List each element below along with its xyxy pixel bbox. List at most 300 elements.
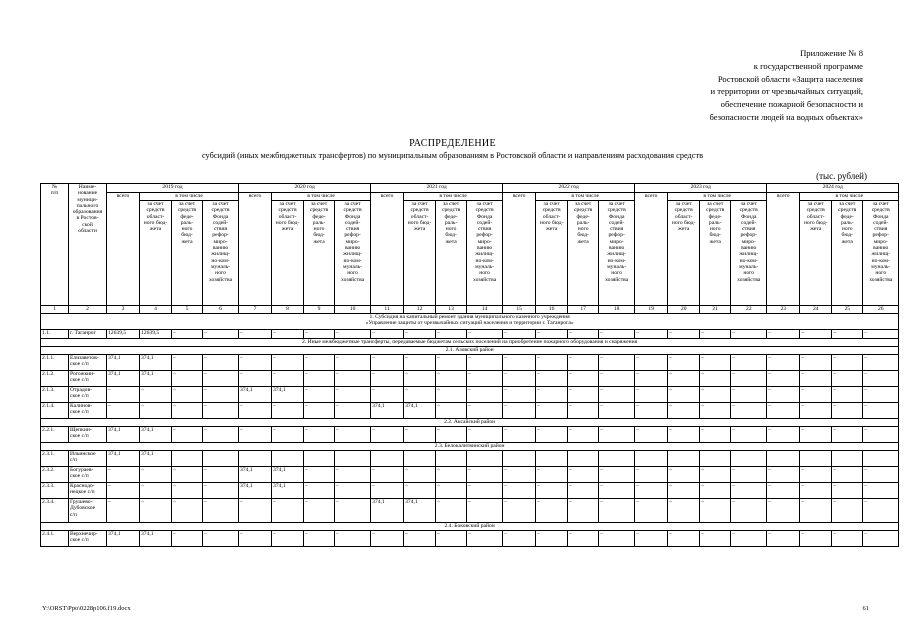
column-number: 16	[536, 306, 568, 314]
header-total: всего	[239, 193, 272, 306]
amount-cell: –	[767, 427, 800, 443]
amount-cell: 374,1	[140, 427, 172, 443]
units-label: (тыс. рублей)	[816, 171, 867, 181]
amount-cell: –	[239, 531, 272, 547]
amount-cell: –	[304, 371, 335, 387]
amount-cell: –	[107, 387, 140, 403]
section-row	[41, 347, 899, 355]
amount-cell: –	[800, 403, 832, 419]
column-number: 20	[668, 306, 700, 314]
amount-cell	[635, 451, 668, 467]
amount-cell: –	[568, 403, 599, 419]
amount-cell: –	[239, 330, 272, 339]
amount-cell: –	[635, 483, 668, 499]
table-row	[41, 403, 899, 419]
amount-cell: –	[404, 483, 436, 499]
row-number: 2.4.1.	[41, 531, 69, 547]
header-federal-budget: за счет средств феде- раль- ного бюд- жета	[832, 201, 863, 306]
annex-line: Приложение № 8	[800, 48, 863, 58]
amount-cell	[467, 451, 503, 467]
amount-cell: –	[832, 427, 863, 443]
amount-cell: –	[503, 483, 536, 499]
amount-cell: –	[172, 371, 203, 387]
amount-cell	[863, 451, 899, 467]
column-number: 10	[335, 306, 371, 314]
amount-cell: –	[140, 499, 172, 523]
amount-cell	[767, 451, 800, 467]
amount-cell: –	[599, 371, 635, 387]
amount-cell	[335, 451, 371, 467]
row-number: 2.3.2.	[41, 467, 69, 483]
amount-cell: –	[767, 483, 800, 499]
amount-cell: –	[503, 371, 536, 387]
amount-cell: –	[863, 467, 899, 483]
amount-cell: –	[140, 483, 172, 499]
column-number: 19	[635, 306, 668, 314]
amount-cell: –	[635, 403, 668, 419]
amount-cell: –	[172, 403, 203, 419]
amount-cell: –	[767, 387, 800, 403]
amount-cell: 374,1	[239, 483, 272, 499]
municipality-name: Грушево- Дубовское с/п	[69, 499, 107, 523]
column-number: 5	[172, 306, 203, 314]
amount-cell: –	[863, 483, 899, 499]
amount-cell: 374,1	[107, 531, 140, 547]
header-housing-fund: за счет средств Фонда содей- ствия рефор- миро- ванию жилищ- но-ком- муналь- ного хозяйства	[731, 201, 767, 306]
column-number: 11	[371, 306, 404, 314]
amount-cell: –	[599, 427, 635, 443]
amount-cell: –	[272, 330, 304, 339]
amount-cell: –	[436, 499, 467, 523]
amount-cell: –	[700, 531, 731, 547]
amount-cell: –	[140, 403, 172, 419]
amount-cell: –	[203, 483, 239, 499]
header-incl: в том числе	[800, 193, 899, 201]
amount-cell: –	[172, 330, 203, 339]
amount-cell: –	[536, 355, 568, 371]
document-title: РАСПРЕДЕЛЕНИЕ	[409, 138, 496, 149]
amount-cell: 374,1	[140, 531, 172, 547]
header-total: всего	[107, 193, 140, 306]
row-number: 2.3.1.	[41, 451, 69, 467]
amount-cell: –	[800, 427, 832, 443]
header-year: 2020 год	[239, 184, 371, 193]
amount-cell: –	[203, 403, 239, 419]
amount-cell: –	[272, 427, 304, 443]
amount-cell	[304, 451, 335, 467]
amount-cell: 374,1	[107, 371, 140, 387]
amount-cell: –	[536, 531, 568, 547]
column-number: 26	[863, 306, 899, 314]
amount-cell: –	[800, 355, 832, 371]
footer-page-number: 61	[862, 605, 869, 612]
amount-cell: –	[731, 355, 767, 371]
amount-cell: –	[700, 355, 731, 371]
amount-cell: –	[700, 427, 731, 443]
amount-cell: –	[304, 427, 335, 443]
amount-cell: –	[832, 483, 863, 499]
amount-cell: –	[304, 355, 335, 371]
amount-cell: –	[863, 355, 899, 371]
header-housing-fund: за счет средств Фонда содей- ствия рефор- миро- ванию жилищ- но-ком- муналь- ного хозяйства	[335, 201, 371, 306]
amount-cell: 374,1	[107, 427, 140, 443]
amount-cell: –	[503, 387, 536, 403]
amount-cell: –	[832, 403, 863, 419]
header-total: всего	[371, 193, 404, 306]
row-number: 2.1.4.	[41, 403, 69, 419]
municipality-name: Елизаветов- ское с/п	[69, 355, 107, 371]
table-row	[41, 371, 899, 387]
section-title: 2. Иные межбюджетные трансферты, передаваемые бюджетам сельских поселений на приобретение пожарного оборудования и снаряжения	[41, 339, 899, 347]
amount-cell: –	[863, 427, 899, 443]
amount-cell	[404, 451, 436, 467]
amount-cell: 374,1	[107, 355, 140, 371]
amount-cell: –	[467, 427, 503, 443]
amount-cell: –	[668, 387, 700, 403]
amount-cell: –	[863, 403, 899, 419]
annex-line: Ростовской области «Защита населения	[717, 73, 863, 84]
amount-cell: –	[668, 467, 700, 483]
header-federal-budget: за счет средств феде- раль- ного бюд- жета	[436, 201, 467, 306]
amount-cell: –	[700, 467, 731, 483]
amount-cell: –	[668, 483, 700, 499]
amount-cell: –	[536, 427, 568, 443]
amount-cell: –	[239, 499, 272, 523]
amount-cell: –	[404, 467, 436, 483]
municipality-name: Краснодо- нецкое с/п	[69, 483, 107, 499]
municipality-name: Рогожкин- ское с/п	[69, 371, 107, 387]
table-row	[41, 330, 899, 339]
amount-cell: –	[272, 355, 304, 371]
amount-cell: –	[404, 371, 436, 387]
amount-cell: –	[436, 531, 467, 547]
amount-cell: –	[731, 387, 767, 403]
amount-cell: –	[568, 483, 599, 499]
amount-cell: –	[503, 330, 536, 339]
amount-cell	[203, 451, 239, 467]
amount-cell: 374,1	[272, 467, 304, 483]
amount-cell: –	[668, 403, 700, 419]
amount-cell: –	[503, 467, 536, 483]
column-number: 21	[700, 306, 731, 314]
amount-cell: –	[304, 531, 335, 547]
annex-header	[633, 47, 863, 124]
column-number: 8	[272, 306, 304, 314]
amount-cell: –	[172, 499, 203, 523]
amount-cell: –	[371, 355, 404, 371]
amount-cell: –	[467, 387, 503, 403]
amount-cell: –	[371, 387, 404, 403]
column-number: 7	[239, 306, 272, 314]
amount-cell: –	[272, 403, 304, 419]
column-number: 13	[436, 306, 467, 314]
amount-cell: –	[668, 499, 700, 523]
amount-cell: –	[107, 467, 140, 483]
amount-cell: –	[304, 483, 335, 499]
amount-cell: –	[832, 387, 863, 403]
header-housing-fund: за счет средств Фонда содей- ствия рефор- миро- ванию жилищ- но-ком- муналь- ного хозяйства	[863, 201, 899, 306]
column-number: 1	[41, 306, 69, 314]
header-year: 2022 год	[503, 184, 635, 193]
amount-cell: –	[371, 330, 404, 339]
table-row	[41, 531, 899, 547]
amount-cell: –	[272, 531, 304, 547]
amount-cell: –	[668, 330, 700, 339]
amount-cell: –	[503, 403, 536, 419]
column-number: 24	[800, 306, 832, 314]
amount-cell: –	[404, 387, 436, 403]
header-total: всего	[503, 193, 536, 306]
annex-line: к государственной программе	[753, 60, 863, 71]
header-federal-budget: за счет средств феде- раль- ного бюд- жета	[568, 201, 599, 306]
amount-cell: –	[568, 427, 599, 443]
amount-cell: –	[668, 355, 700, 371]
amount-cell: –	[436, 403, 467, 419]
header-regional-budget: за счет средств област- ного бюд- жета	[800, 201, 832, 306]
header-regional-budget: за счет средств област- ного бюд- жета	[272, 201, 304, 306]
column-number: 23	[767, 306, 800, 314]
amount-cell: –	[599, 499, 635, 523]
amount-cell: –	[568, 330, 599, 339]
amount-cell: –	[767, 330, 800, 339]
amount-cell	[832, 451, 863, 467]
annex-line: безопасности людей на водных объектах»	[709, 111, 863, 122]
amount-cell: –	[767, 403, 800, 419]
amount-cell: –	[203, 355, 239, 371]
header-total: всего	[767, 193, 800, 306]
amount-cell: –	[203, 330, 239, 339]
municipality-name: г. Таганрог	[69, 330, 107, 339]
amount-cell: –	[335, 483, 371, 499]
amount-cell: –	[467, 499, 503, 523]
section-row	[41, 523, 899, 531]
amount-cell: –	[599, 330, 635, 339]
amount-cell	[599, 451, 635, 467]
table-row	[41, 427, 899, 443]
column-number: 18	[599, 306, 635, 314]
district-title: 2.4. Боковский район	[41, 523, 899, 531]
amount-cell: –	[668, 371, 700, 387]
amount-cell: –	[536, 467, 568, 483]
header-incl: в том числе	[272, 193, 371, 201]
amount-cell: 374,1	[272, 483, 304, 499]
document-subtitle: субсидий (иных межбюджетных трансфертов) по муниципальным образованиям в Ростовской области и направлениям расходования средств	[201, 151, 703, 160]
amount-cell: –	[304, 467, 335, 483]
amount-cell: –	[503, 499, 536, 523]
amount-cell: –	[467, 403, 503, 419]
header-name: Наиме- нование муници- пального образования в Ростов- ской области	[69, 184, 107, 306]
amount-cell: –	[599, 387, 635, 403]
amount-cell: –	[536, 483, 568, 499]
amount-cell: –	[107, 499, 140, 523]
municipality-name: Ильинское с/п	[69, 451, 107, 467]
amount-cell: –	[467, 355, 503, 371]
amount-cell: –	[371, 371, 404, 387]
amount-cell: –	[436, 371, 467, 387]
amount-cell: –	[731, 371, 767, 387]
section-row	[41, 314, 899, 330]
amount-cell: –	[635, 371, 668, 387]
column-number: 12	[404, 306, 436, 314]
amount-cell: –	[668, 531, 700, 547]
amount-cell: –	[700, 403, 731, 419]
amount-cell: –	[568, 371, 599, 387]
amount-cell: –	[203, 531, 239, 547]
section-row	[41, 443, 899, 451]
amount-cell: –	[335, 403, 371, 419]
amount-cell: –	[436, 427, 467, 443]
row-number: 2.2.1.	[41, 427, 69, 443]
amount-cell: –	[335, 499, 371, 523]
amount-cell: –	[767, 531, 800, 547]
amount-cell: –	[832, 499, 863, 523]
amount-cell: –	[467, 371, 503, 387]
amount-cell: –	[536, 330, 568, 339]
section-row	[41, 419, 899, 427]
amount-cell: –	[832, 371, 863, 387]
amount-cell: –	[172, 387, 203, 403]
district-title: 2.3. Белокалитвинский район	[41, 443, 899, 451]
row-number: 1.1.	[41, 330, 69, 339]
amount-cell: –	[700, 483, 731, 499]
amount-cell: –	[568, 355, 599, 371]
amount-cell: –	[731, 427, 767, 443]
amount-cell: –	[599, 467, 635, 483]
distribution-table	[40, 183, 899, 547]
amount-cell: –	[436, 330, 467, 339]
amount-cell: –	[536, 403, 568, 419]
amount-cell: –	[239, 371, 272, 387]
amount-cell: –	[335, 387, 371, 403]
amount-cell	[503, 451, 536, 467]
amount-cell: –	[203, 467, 239, 483]
amount-cell: –	[863, 387, 899, 403]
header-no: № п/п	[41, 184, 69, 306]
amount-cell: –	[203, 427, 239, 443]
table-row	[41, 499, 899, 523]
amount-cell: –	[304, 499, 335, 523]
amount-cell: –	[335, 355, 371, 371]
amount-cell: –	[335, 467, 371, 483]
amount-cell: 374,1	[404, 403, 436, 419]
amount-cell	[371, 451, 404, 467]
amount-cell: –	[304, 387, 335, 403]
table-row	[41, 387, 899, 403]
header-regional-budget: за счет средств област- ного бюд- жета	[404, 201, 436, 306]
amount-cell: –	[731, 499, 767, 523]
municipality-name: Калинов- ское с/п	[69, 403, 107, 419]
header-federal-budget: за счет средств феде- раль- ного бюд- жета	[700, 201, 731, 306]
amount-cell: –	[203, 499, 239, 523]
amount-cell: –	[731, 403, 767, 419]
column-number: 22	[731, 306, 767, 314]
header-year: 2024 год	[767, 184, 899, 193]
municipality-name: Богурaев- ское с/п	[69, 467, 107, 483]
amount-cell: –	[863, 499, 899, 523]
row-number: 2.3.3.	[41, 483, 69, 499]
header-regional-budget: за счет средств област- ного бюд- жета	[140, 201, 172, 306]
amount-cell: –	[335, 371, 371, 387]
amount-cell: 374,1	[272, 387, 304, 403]
amount-cell: –	[107, 483, 140, 499]
amount-cell: –	[731, 467, 767, 483]
amount-cell: –	[731, 330, 767, 339]
amount-cell: –	[503, 531, 536, 547]
header-housing-fund: за счет средств Фонда содей- ствия рефор- миро- ванию жилищ- но-ком- муналь- ного хозяйства	[599, 201, 635, 306]
table-row	[41, 483, 899, 499]
amount-cell: 12639,5	[140, 330, 172, 339]
amount-cell: –	[404, 427, 436, 443]
amount-cell	[731, 451, 767, 467]
amount-cell: 12639,5	[107, 330, 140, 339]
amount-cell: –	[404, 531, 436, 547]
header-regional-budget: за счет средств област- ного бюд- жета	[536, 201, 568, 306]
amount-cell: –	[436, 387, 467, 403]
amount-cell: –	[371, 427, 404, 443]
amount-cell: –	[568, 531, 599, 547]
column-number: 14	[467, 306, 503, 314]
amount-cell: 374,1	[140, 371, 172, 387]
amount-cell: –	[599, 531, 635, 547]
amount-cell: –	[635, 355, 668, 371]
amount-cell: –	[404, 355, 436, 371]
row-number: 2.3.4.	[41, 499, 69, 523]
amount-cell: –	[800, 483, 832, 499]
amount-cell	[239, 451, 272, 467]
header-regional-budget: за счет средств област- ного бюд- жета	[668, 201, 700, 306]
amount-cell: –	[272, 499, 304, 523]
amount-cell: –	[700, 330, 731, 339]
amount-cell: –	[335, 427, 371, 443]
amount-cell: –	[700, 499, 731, 523]
row-number: 2.1.1.	[41, 355, 69, 371]
section-title: 1. Субсидия на капитальный ремонт здания муниципального казенного учреждения «Управление защиты от чрезвычайных ситуаций населения и территории г. Таганрога»	[41, 314, 899, 330]
column-number: 9	[304, 306, 335, 314]
amount-cell: –	[800, 499, 832, 523]
table-row	[41, 451, 899, 467]
amount-cell: –	[335, 330, 371, 339]
amount-cell: –	[635, 531, 668, 547]
amount-cell: –	[304, 330, 335, 339]
amount-cell	[436, 451, 467, 467]
header-year: 2019 год	[107, 184, 239, 193]
amount-cell: –	[767, 355, 800, 371]
amount-cell: –	[239, 355, 272, 371]
amount-cell: –	[172, 531, 203, 547]
amount-cell: –	[767, 499, 800, 523]
amount-cell: –	[832, 531, 863, 547]
column-number: 6	[203, 306, 239, 314]
amount-cell: –	[203, 387, 239, 403]
amount-cell	[536, 451, 568, 467]
header-housing-fund: за счет средств Фонда содей- ствия рефор- миро- ванию жилищ- но-ком- муналь- ного хозяйства	[203, 201, 239, 306]
amount-cell: 374,1	[239, 387, 272, 403]
amount-cell: 374,1	[404, 499, 436, 523]
header-incl: в том числе	[536, 193, 635, 201]
municipality-name: Верхнечир- ское с/п	[69, 531, 107, 547]
amount-cell: –	[172, 355, 203, 371]
column-number: 3	[107, 306, 140, 314]
amount-cell: 374,1	[107, 451, 140, 467]
header-incl: в том числе	[404, 193, 503, 201]
amount-cell: –	[404, 330, 436, 339]
amount-cell: –	[599, 355, 635, 371]
amount-cell: –	[635, 427, 668, 443]
amount-cell: –	[599, 483, 635, 499]
row-number: 2.1.3.	[41, 387, 69, 403]
amount-cell: –	[800, 387, 832, 403]
amount-cell: –	[436, 355, 467, 371]
